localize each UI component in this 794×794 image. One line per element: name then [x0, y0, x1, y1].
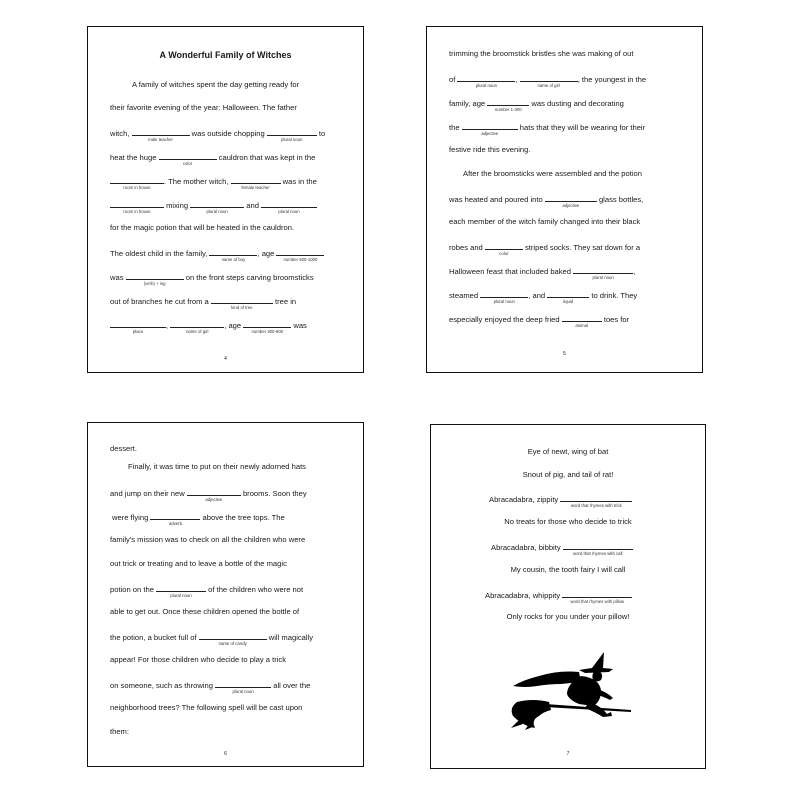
poem-line: Only rocks for you under your pillow!	[506, 612, 630, 621]
page-5	[426, 26, 703, 373]
blank-field[interactable]	[243, 319, 291, 334]
text-fragment: on the front steps carving broomsticks	[183, 273, 314, 282]
blank-hint: room in house	[123, 185, 151, 190]
page-number: 6	[224, 751, 227, 757]
text-line: A family of witches spent the day getting ready for	[132, 80, 300, 89]
text-fragment: ,	[515, 75, 520, 84]
blank-field[interactable]	[520, 73, 578, 88]
text-fragment: Abracadabra, bibbity	[491, 543, 563, 552]
text-line: After the broomsticks were assembled and the potion	[463, 169, 642, 178]
poem-line: No treats for those who decide to trick	[504, 517, 632, 526]
text-fragment: glass bottles,	[596, 195, 644, 204]
witch-on-broom-icon	[509, 650, 633, 730]
text-fragment: , and	[528, 291, 548, 300]
text-fragment: The oldest child in the family,	[110, 249, 210, 258]
text-fragment: , age	[224, 321, 244, 330]
blank-field[interactable]	[150, 511, 200, 526]
text-line	[110, 175, 317, 190]
text-fragment: mixing	[164, 201, 191, 210]
text-fragment: potion on the	[110, 585, 157, 594]
text-line: trimming the broomstick bristles she was making of out	[449, 49, 634, 58]
blank-hint: adjective	[481, 131, 499, 136]
text-fragment: of	[449, 75, 458, 84]
text-line: each member of the witch family changed into their black	[449, 217, 641, 226]
blank-hint: plural noun	[281, 137, 303, 142]
text-fragment: steamed	[449, 291, 481, 300]
blank-hint: plural noun	[206, 209, 228, 214]
text-line	[110, 271, 314, 286]
text-fragment: and	[244, 201, 262, 210]
blank-field[interactable]	[457, 73, 515, 88]
text-line	[449, 289, 638, 304]
text-fragment: were flying	[112, 513, 151, 522]
text-fragment: robes and	[449, 243, 485, 252]
text-line	[110, 487, 307, 502]
blank-field[interactable]	[156, 583, 206, 598]
text-fragment: on someone, such as throwing	[110, 681, 216, 690]
text-fragment: family, age	[449, 99, 488, 108]
text-line	[110, 151, 316, 166]
blank-field[interactable]	[170, 319, 224, 334]
text-line	[110, 319, 307, 334]
text-fragment: striped socks. They sat down for a	[522, 243, 641, 252]
blank-field[interactable]	[211, 295, 273, 310]
text-fragment: was outside chopping	[189, 129, 267, 138]
page-7	[430, 424, 706, 769]
text-fragment: , the youngest in the	[577, 75, 647, 84]
poem-line: Snout of pig, and tail of rat!	[522, 470, 614, 479]
blank-hint: kind of tree	[231, 305, 253, 310]
blank-field[interactable]	[562, 313, 602, 328]
blank-field[interactable]	[267, 127, 317, 142]
poem-line	[491, 541, 633, 556]
blank-hint: name of boy	[221, 257, 246, 262]
text-line: them:	[110, 727, 129, 736]
text-line	[110, 247, 324, 262]
page-4	[87, 26, 364, 373]
text-line: festive ride this evening.	[449, 145, 531, 154]
text-line	[110, 583, 304, 598]
blank-hint: plural noun	[278, 209, 300, 214]
blank-hint: color	[182, 161, 193, 166]
text-fragment: , age	[257, 249, 277, 258]
poem-line	[485, 589, 632, 604]
blank-field[interactable]	[261, 199, 317, 214]
blank-field[interactable]	[110, 199, 164, 214]
blank-field[interactable]	[110, 175, 164, 190]
text-fragment: to drink. They	[589, 291, 638, 300]
text-fragment: will magically	[266, 633, 314, 642]
text-line	[110, 127, 326, 142]
text-line: neighborhood trees? The following spell will be cast upon	[110, 703, 303, 712]
text-line: their favorite evening of the year: Halloween. The father	[110, 103, 297, 112]
text-fragment: was	[291, 321, 307, 330]
blank-hint: word that rhymes with call	[573, 551, 623, 556]
text-fragment: ,	[166, 321, 171, 330]
blank-field[interactable]	[187, 487, 241, 502]
blank-field[interactable]	[487, 97, 529, 112]
blank-field[interactable]	[562, 589, 632, 604]
blank-hint: adjective	[562, 203, 580, 208]
text-fragment: the potion, a bucket full of	[110, 633, 199, 642]
text-fragment: . The mother witch,	[164, 177, 231, 186]
text-fragment: Abracadabra, whippity	[485, 591, 563, 600]
blank-field[interactable]	[231, 175, 281, 190]
blank-field[interactable]	[126, 271, 184, 286]
page-number: 5	[563, 351, 566, 357]
blank-field[interactable]	[462, 121, 518, 136]
text-fragment: heat the huge	[110, 153, 159, 162]
poem-line: Eye of newt, wing of bat	[527, 447, 609, 456]
text-line	[110, 199, 317, 214]
text-fragment: brooms. Soon they	[240, 489, 307, 498]
blank-field[interactable]	[132, 127, 190, 142]
blank-hint: name of girl	[186, 329, 209, 334]
text-fragment: hats that they will be wearing for their	[517, 123, 646, 132]
blank-hint: adverb	[168, 521, 182, 526]
blank-hint: room in house	[123, 209, 151, 214]
text-fragment: cauldron that was kept in the	[216, 153, 316, 162]
text-fragment: of the children who were not	[206, 585, 304, 594]
blank-hint: plural noun	[592, 275, 614, 280]
text-line: for the magic potion that will be heated in the cauldron.	[110, 223, 295, 232]
blank-field[interactable]	[110, 319, 166, 334]
blank-hint: number 1-300	[494, 107, 522, 112]
blank-hint: word that rhymes with trick	[570, 503, 622, 508]
blank-field[interactable]	[276, 247, 324, 262]
text-line: able to get out. Once these children opened the bottle of	[110, 607, 300, 616]
text-line	[449, 73, 647, 88]
text-fragment: Halloween feast that included baked	[449, 267, 574, 276]
blank-field[interactable]	[190, 199, 244, 214]
blank-hint: male teacher	[148, 137, 173, 142]
text-line	[110, 295, 297, 310]
text-line: family's mission was to check on all the children who were	[110, 535, 306, 544]
blank-hint: name of candy	[218, 641, 247, 646]
text-line	[449, 241, 641, 256]
blank-hint: place	[132, 329, 144, 334]
text-line	[112, 511, 285, 526]
blank-hint: liquid	[563, 299, 574, 304]
text-fragment: out of branches he cut from a	[110, 297, 211, 306]
text-fragment: all over the	[271, 681, 311, 690]
blank-field[interactable]	[480, 289, 528, 304]
text-line: dessert.	[110, 444, 138, 453]
text-line	[449, 121, 646, 136]
text-fragment: the	[449, 123, 462, 132]
blank-hint: animal	[575, 323, 589, 328]
blank-field[interactable]	[209, 247, 257, 262]
blank-hint: (verb) + ing	[143, 281, 166, 286]
poem-line: My cousin, the tooth fairy I will call	[510, 565, 626, 574]
blank-hint: color	[499, 251, 509, 256]
blank-field[interactable]	[545, 193, 597, 208]
page-6	[87, 422, 364, 767]
text-fragment: ,	[633, 267, 636, 276]
text-fragment: to	[316, 129, 326, 138]
text-fragment: Abracadabra, zippity	[489, 495, 561, 504]
text-line	[449, 313, 630, 328]
text-fragment: and jump on their new	[110, 489, 187, 498]
blank-hint: number 500-1000	[283, 257, 318, 262]
text-line	[110, 679, 311, 694]
blank-hint: number 300-500	[251, 329, 283, 334]
blank-field[interactable]	[563, 541, 633, 556]
blank-field[interactable]	[547, 289, 589, 304]
blank-hint: plural noun	[170, 593, 192, 598]
text-fragment: witch,	[110, 129, 132, 138]
text-fragment: tree in	[272, 297, 297, 306]
story-title: A Wonderful Family of Witches	[159, 50, 292, 60]
page-number: 4	[224, 356, 227, 362]
text-line	[449, 193, 644, 208]
text-fragment: above the tree tops. The	[200, 513, 285, 522]
blank-field[interactable]	[560, 493, 632, 508]
blank-hint: adjective	[205, 497, 223, 502]
text-fragment: especially enjoyed the deep fried	[449, 315, 562, 324]
text-line: Finally, it was time to put on their newly adorned hats	[128, 462, 306, 471]
blank-hint: name of girl	[537, 83, 560, 88]
blank-hint: plural noun	[493, 299, 515, 304]
text-line: out trick or treating and to leave a bottle of the magic	[110, 559, 287, 568]
blank-field[interactable]	[215, 679, 271, 694]
text-fragment: was	[110, 273, 126, 282]
text-fragment: toes for	[601, 315, 630, 324]
blank-field[interactable]	[573, 265, 636, 280]
text-line	[449, 265, 636, 280]
blank-hint: word that rhymes with pillow	[570, 599, 625, 604]
text-fragment: was heated and poured into	[449, 195, 545, 204]
text-line: appear! For those children who decide to play a trick	[110, 655, 287, 664]
blank-field[interactable]	[159, 151, 217, 166]
text-line	[449, 97, 624, 112]
poem-line	[489, 493, 632, 508]
blank-hint: plural noun	[475, 83, 498, 88]
blank-field[interactable]	[199, 631, 267, 646]
blank-hint: female teacher	[241, 185, 270, 190]
text-line	[110, 631, 314, 646]
blank-field[interactable]	[485, 241, 523, 256]
page-number: 7	[566, 751, 570, 757]
blank-hint: plural noun	[232, 689, 254, 694]
text-fragment: was dusting and decorating	[529, 99, 624, 108]
text-fragment: was in the	[280, 177, 317, 186]
